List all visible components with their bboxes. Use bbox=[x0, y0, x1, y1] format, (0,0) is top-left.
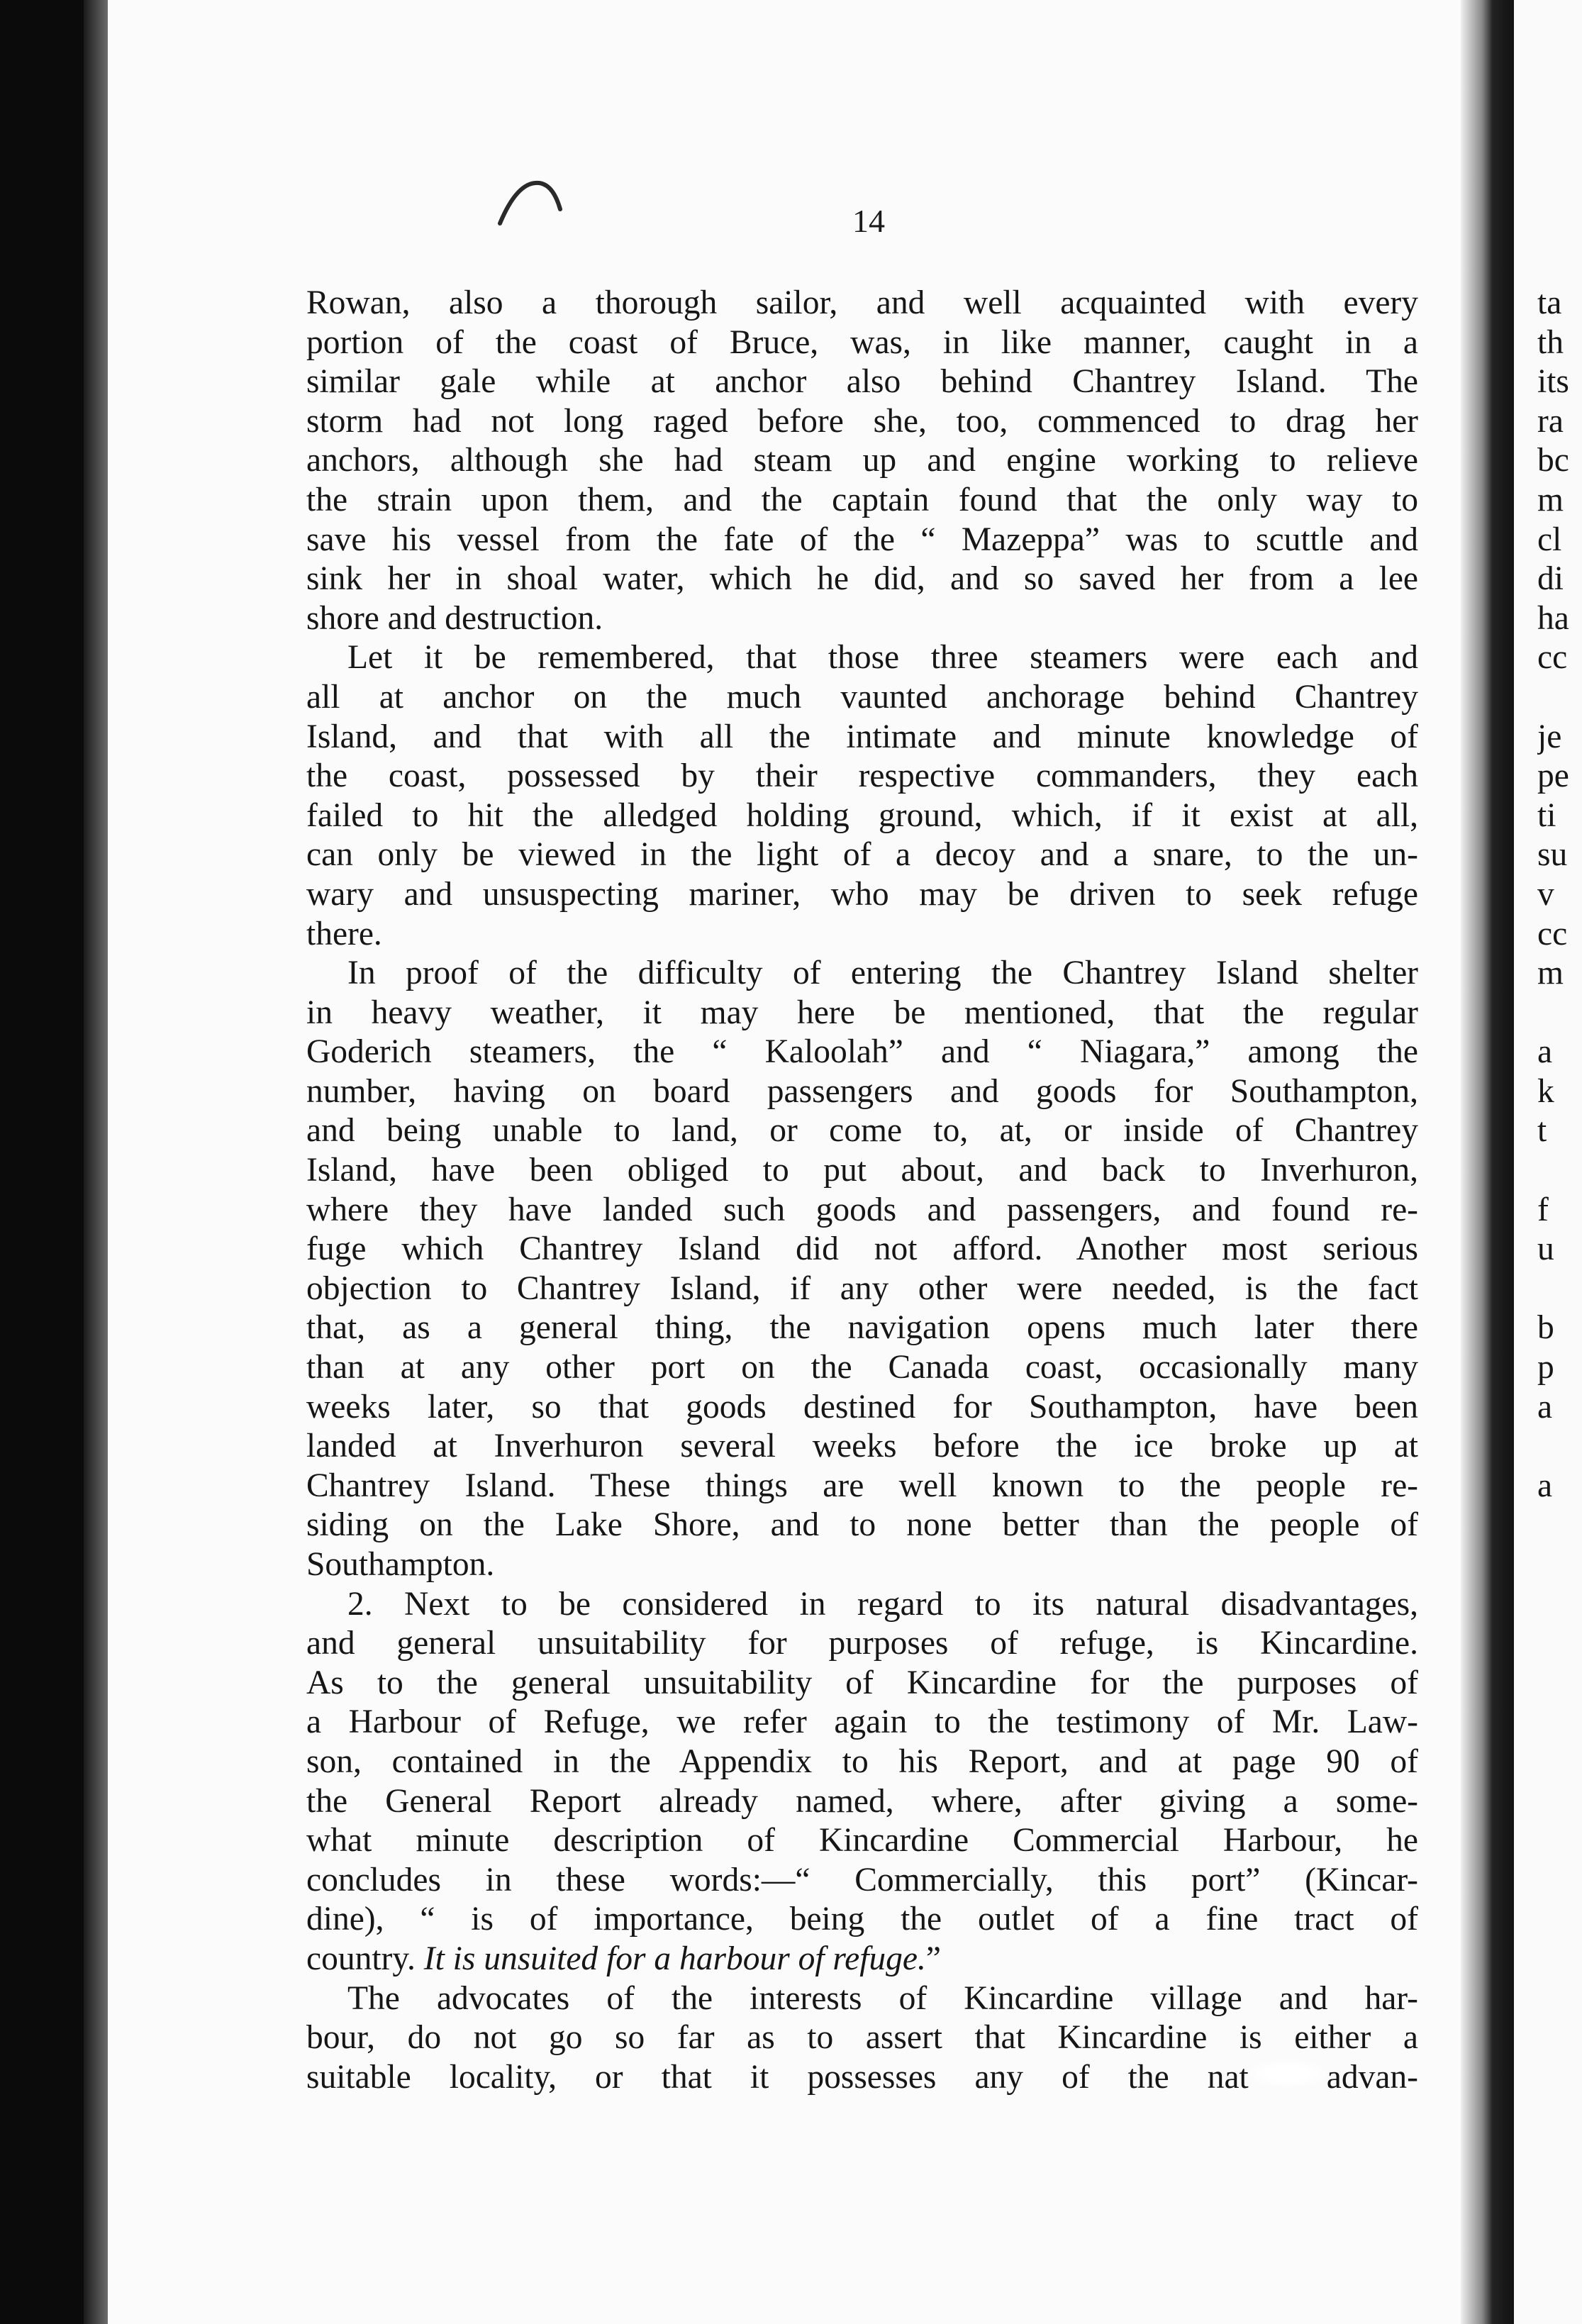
line-text: the strain upon them, and the captain found that the only way to bbox=[306, 481, 1418, 518]
text-line bbox=[306, 1664, 1418, 1703]
line-text: landed at Inverhuron several weeks before the ice broke up at bbox=[306, 1428, 1418, 1465]
line-text: son, contained in the Appendix to his Report, and at page 90 of bbox=[306, 1742, 1418, 1780]
line-text: Let it be remembered, that those three steamers were each and bbox=[347, 639, 1418, 677]
line-text: Chantrey Island. These things are well known to the people re- bbox=[306, 1467, 1418, 1504]
text-line bbox=[306, 1072, 1418, 1112]
line-text: portion of the coast of Bruce, was, in like manner, caught in a bbox=[306, 323, 1418, 361]
fragment-line: ta bbox=[1537, 284, 1562, 321]
line-text: failed to hit the alledged holding ground, which, if it exist at all, bbox=[306, 796, 1418, 834]
text-line bbox=[306, 1033, 1418, 1072]
text-line bbox=[306, 875, 1418, 915]
fragment-line: ha bbox=[1537, 599, 1569, 637]
line-text: in heavy weather, it may here be mentioned, that the regular bbox=[306, 994, 1418, 1031]
text-line bbox=[306, 441, 1418, 481]
line-text: concludes in these words:—“ Commercially, this port” (Kincar- bbox=[306, 1861, 1418, 1898]
scan-artifact-mark bbox=[496, 170, 581, 227]
fragment-line: v bbox=[1537, 875, 1554, 913]
fragment-line bbox=[1537, 1151, 1582, 1191]
line-text: objection to Chantrey Island, if any other were needed, is the fact bbox=[306, 1269, 1418, 1307]
fragment-line: th bbox=[1537, 323, 1564, 361]
line-text: a Harbour of Refuge, we refer again to the testimony of Mr. Law- bbox=[306, 1703, 1418, 1741]
fragment-line: pe bbox=[1537, 757, 1569, 795]
line-text: Rowan, also a thorough sailor, and well acquainted with every bbox=[306, 284, 1418, 321]
text-line bbox=[306, 835, 1418, 875]
text-line bbox=[306, 362, 1418, 402]
text-line bbox=[306, 1545, 1418, 1585]
line-text: and being unable to land, or come to, at, or inside of Chantrey bbox=[306, 1112, 1418, 1150]
text-line bbox=[306, 1821, 1418, 1861]
adjacent-page-text bbox=[1537, 284, 1582, 1506]
text-line bbox=[306, 521, 1418, 560]
text-line bbox=[306, 1585, 1418, 1625]
text-line bbox=[306, 1506, 1418, 1545]
fragment-line: its bbox=[1537, 363, 1569, 401]
fragment-line: t bbox=[1537, 1112, 1547, 1150]
line-text: suitable locality, or that it possesses any of the nat bbox=[306, 2058, 1249, 2096]
text-line bbox=[306, 2018, 1418, 2058]
text-line bbox=[306, 599, 1418, 639]
line-text: The advocates of the interests of Kincardine village and har- bbox=[347, 1979, 1418, 2017]
line-text: can only be viewed in the light of a decoy and a snare, to the un- bbox=[306, 836, 1418, 874]
text-line bbox=[306, 994, 1418, 1033]
line-text: where they have landed such goods and passengers, and found re- bbox=[306, 1191, 1418, 1228]
line-text: Southampton. bbox=[306, 1546, 495, 1583]
text-line bbox=[306, 1269, 1418, 1309]
text-line bbox=[306, 402, 1418, 442]
fragment-line: a bbox=[1537, 1467, 1553, 1504]
line-text: that, as a general thing, the navigation opens much later there bbox=[306, 1309, 1418, 1347]
fragment-line bbox=[1537, 1427, 1582, 1467]
text-line bbox=[306, 1348, 1418, 1388]
line-text: than at any other port on the Canada coast, occasionally many bbox=[306, 1349, 1418, 1386]
paragraph bbox=[306, 638, 1418, 954]
text-line bbox=[306, 1230, 1418, 1269]
text-line bbox=[306, 954, 1418, 994]
line-text: the General Report already named, where, after giving a some- bbox=[306, 1782, 1418, 1820]
line-text: the coast, possessed by their respective commanders, they each bbox=[306, 757, 1418, 795]
italic-quote: It is unsuited for a harbour of refuge. bbox=[423, 1940, 926, 1977]
line-text: Island, have been obliged to put about, and back to Inverhuron, bbox=[306, 1152, 1418, 1189]
text-line bbox=[306, 1111, 1418, 1151]
line-text: all at anchor on the much vaunted anchorage behind Chantrey bbox=[306, 678, 1418, 716]
fragment-line bbox=[1537, 678, 1582, 718]
fragment-line: cc bbox=[1537, 915, 1568, 952]
text-line bbox=[306, 796, 1418, 836]
text-line bbox=[306, 1308, 1418, 1348]
fragment-line: k bbox=[1537, 1072, 1554, 1110]
fragment-line: je bbox=[1537, 718, 1562, 755]
fragment-line: cl bbox=[1537, 521, 1562, 558]
text-line bbox=[306, 1151, 1418, 1191]
text-line bbox=[306, 323, 1418, 363]
fragment-line: bc bbox=[1537, 442, 1569, 479]
fragment-line: a bbox=[1537, 1388, 1553, 1425]
paragraph bbox=[306, 1979, 1418, 2098]
paragraph bbox=[306, 954, 1418, 1585]
text-line bbox=[306, 1900, 1418, 1940]
line-text: shore and destruction. bbox=[306, 599, 603, 637]
line-text: storm had not long raged before she, too, commenced to drag her bbox=[306, 402, 1418, 440]
line-text: weeks later, so that goods destined for Southampton, have been bbox=[306, 1388, 1418, 1425]
closing-quote: ” bbox=[925, 1940, 941, 1977]
fragment-line: di bbox=[1537, 560, 1564, 598]
line-text: wary and unsuspecting mariner, who may be driven to seek refuge bbox=[306, 875, 1418, 913]
text-line bbox=[306, 757, 1418, 796]
fragment-line: a bbox=[1537, 1033, 1553, 1071]
text-line bbox=[306, 1191, 1418, 1230]
line-text: there. bbox=[306, 915, 382, 952]
text-line bbox=[306, 2058, 1418, 2098]
text-line bbox=[306, 1467, 1418, 1506]
line-text: what minute description of Kincardine Commercial Harbour, he bbox=[306, 1822, 1418, 1859]
fragment-line: m bbox=[1537, 481, 1564, 518]
text-line bbox=[306, 1703, 1418, 1742]
paragraph bbox=[306, 1585, 1418, 1979]
text-line bbox=[306, 718, 1418, 757]
text-line bbox=[306, 1427, 1418, 1467]
fragment-line: m bbox=[1537, 955, 1564, 992]
fragment-line: u bbox=[1537, 1230, 1554, 1268]
text-line bbox=[306, 1742, 1418, 1782]
text-line bbox=[306, 1624, 1418, 1664]
fragment-line: ra bbox=[1537, 402, 1564, 440]
text-line bbox=[306, 560, 1418, 599]
line-text: As to the general unsuitability of Kincardine for the purposes of bbox=[306, 1664, 1418, 1701]
page-number: 14 bbox=[852, 203, 885, 239]
line-text: advan- bbox=[1326, 2058, 1418, 2096]
line-text: sink her in shoal water, which he did, and so saved her from a lee bbox=[306, 560, 1418, 598]
line-text: anchors, although she had steam up and engine working to relieve bbox=[306, 442, 1418, 479]
text-line bbox=[306, 284, 1418, 323]
line-text: Goderich steamers, the “ Kaloolah” and “ Niagara,” among the bbox=[306, 1033, 1418, 1071]
body-text bbox=[306, 284, 1418, 2097]
fragment-line: f bbox=[1537, 1191, 1549, 1228]
fragment-line bbox=[1537, 1269, 1582, 1309]
paragraph bbox=[306, 284, 1418, 638]
fragment-line bbox=[1537, 994, 1582, 1033]
line-text: similar gale while at anchor also behind Chantrey Island. The bbox=[306, 363, 1418, 401]
line-text: and general unsuitability for purposes of refuge, is Kincardine. bbox=[306, 1625, 1418, 1662]
fragment-line: p bbox=[1537, 1349, 1554, 1386]
line-text: bour, do not go so far as to assert that Kincardine is either a bbox=[306, 2019, 1418, 2057]
line-text: fuge which Chantrey Island did not afford. Another most serious bbox=[306, 1230, 1418, 1268]
page-gutter-shadow bbox=[1461, 0, 1514, 2324]
line-text: 2. Next to be considered in regard to its natural disadvantages, bbox=[347, 1585, 1418, 1623]
fragment-line: su bbox=[1537, 836, 1568, 874]
text-line bbox=[306, 638, 1418, 678]
line-text: In proof of the difficulty of entering the Chantrey Island shelter bbox=[347, 955, 1418, 992]
scan-border-left-edge bbox=[84, 0, 108, 2324]
fragment-line: cc bbox=[1537, 639, 1568, 677]
text-line bbox=[306, 1861, 1418, 1901]
fragment-line: b bbox=[1537, 1309, 1554, 1347]
line-text: save his vessel from the fate of the “ Mazeppa” was to scuttle and bbox=[306, 521, 1418, 558]
fragment-line: ti bbox=[1537, 796, 1556, 834]
line-text: number, having on board passengers and goods for Southampton, bbox=[306, 1072, 1418, 1110]
text-line bbox=[306, 481, 1418, 521]
line-text: dine), “ is of importance, being the outlet of a fine tract of bbox=[306, 1901, 1418, 1938]
text-line bbox=[306, 1388, 1418, 1428]
text-line bbox=[306, 1782, 1418, 1822]
line-text: Island, and that with all the intimate and minute knowledge of bbox=[306, 718, 1418, 755]
text-line bbox=[306, 915, 1418, 955]
text-line bbox=[306, 1940, 1418, 1979]
text-line bbox=[306, 678, 1418, 718]
line-text: siding on the Lake Shore, and to none better than the people of bbox=[306, 1506, 1418, 1544]
print-damage bbox=[1249, 2059, 1327, 2088]
line-text: country. bbox=[306, 1940, 416, 1977]
text-line bbox=[306, 1979, 1418, 2019]
